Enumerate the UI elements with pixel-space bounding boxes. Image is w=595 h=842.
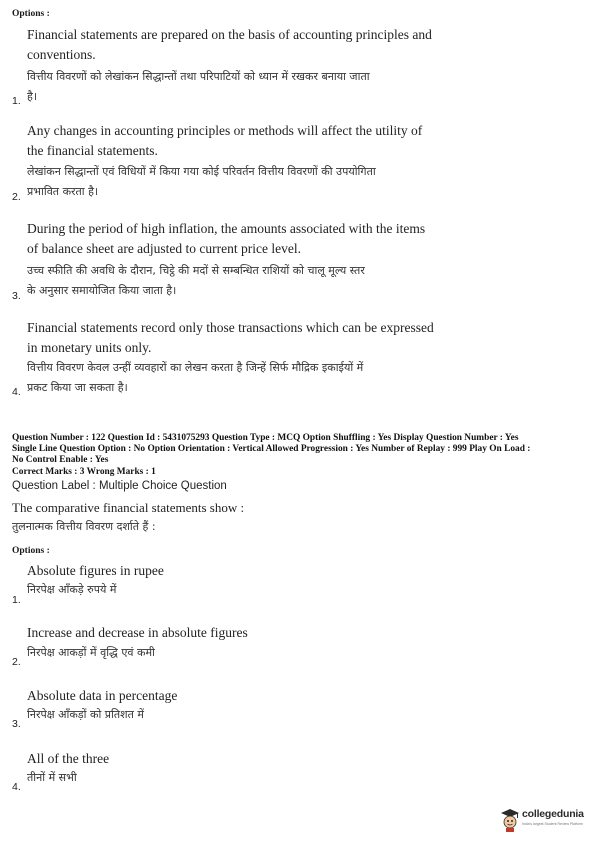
collegedunia-logo[interactable] [500,806,590,836]
prev-option-1-hi-line-1: वित्तीय विवरणों को लेखांकन सिद्धान्तों तथा परिपाटियों को ध्यान में रखकर बनाया जाता [27,70,370,83]
prev-option-4-en-line-2: in monetary units only. [27,340,152,355]
prev-option-1-en-line-2: conventions. [27,47,96,62]
prev-option-4-number: 4. [12,386,21,398]
question-meta-line-3: No Control Enable : Yes [12,455,109,465]
question-meta-line-2: Single Line Question Option : No Option Orientation : Vertical Allowed Progression : Yes Number of Replay : 999 Play On Load : [12,444,531,454]
prev-option-1-hi-line-2: है। [27,90,38,103]
option-4-number: 4. [12,781,21,793]
option-4-en: All of the three [27,751,110,766]
prev-option-2-en-line-1: Any changes in accounting principles or methods will affect the utility of [27,123,423,138]
question-text-en: The comparative financial statements show : [12,500,245,515]
question-label: Question Label : Multiple Choice Question [12,480,227,492]
option-2-hi: निरपेक्ष आकड़ों में वृद्धि एवं कमी [27,646,155,659]
option-3-hi: निरपेक्ष आँकड़ों को प्रतिशत में [27,708,145,721]
prev-option-2-hi-line-2: प्रभावित करता है। [27,185,99,198]
prev-option-2-en-line-2: the financial statements. [27,143,158,158]
option-2-number: 2. [12,656,21,668]
prev-option-3-hi-line-1: उच्च स्फीति की अवधि के दौरान, चिट्ठे की मदों से सम्बन्धित राशियों को चालू मूल्य स्तर [27,264,365,277]
option-1-number: 1. [12,594,21,606]
prev-option-1-en-line-1: Financial statements are prepared on the basis of accounting principles and [27,27,432,42]
logo-name: collegedunia [522,808,584,820]
prev-option-4-hi-line-2: प्रकट किया जा सकता है। [27,381,128,394]
prev-option-4-hi-line-1: वित्तीय विवरण केवल उन्हीं व्यवहारों का लेखन करता है जिन्हें सिर्फ मौद्रिक इकाईयों में [27,361,364,374]
question-text-hi: तुलनात्मक वित्तीय विवरण दर्शाते हैं : [12,520,156,533]
question-meta-line-1: Question Number : 122 Question Id : 5431075293 Question Type : MCQ Option Shuffling : Yes Display Question Number : Yes [12,433,519,443]
prev-options-heading: Options : [12,9,50,19]
prev-option-2-hi-line-1: लेखांकन सिद्धान्तों एवं विधियों में किया गया कोई परिवर्तन वित्तीय विवरणों की उपयोगिता [27,165,376,178]
option-3-en: Absolute data in percentage [27,688,178,703]
option-3-number: 3. [12,718,21,730]
question-marks: Correct Marks : 3 Wrong Marks : 1 [12,467,156,477]
logo-tagline: India's largest Student Review Platform [522,822,583,826]
prev-option-3-hi-line-2: के अनुसार समायोजित किया जाता है। [27,284,177,297]
prev-option-1-number: 1. [12,95,21,107]
options-heading: Options : [12,546,50,556]
graduate-mascot-icon [500,808,520,832]
prev-option-4-en-line-1: Financial statements record only those transactions which can be expressed [27,320,434,335]
option-1-en: Absolute figures in rupee [27,563,164,578]
prev-option-3-en-line-2: of balance sheet are adjusted to current price level. [27,241,301,256]
option-4-hi: तीनों में सभी [27,771,77,784]
prev-option-2-number: 2. [12,191,21,203]
option-1-hi: निरपेक्ष आँकड़े रुपये में [27,583,117,596]
prev-option-3-en-line-1: During the period of high inflation, the amounts associated with the items [27,221,426,236]
prev-option-3-number: 3. [12,290,21,302]
option-2-en: Increase and decrease in absolute figures [27,625,248,640]
